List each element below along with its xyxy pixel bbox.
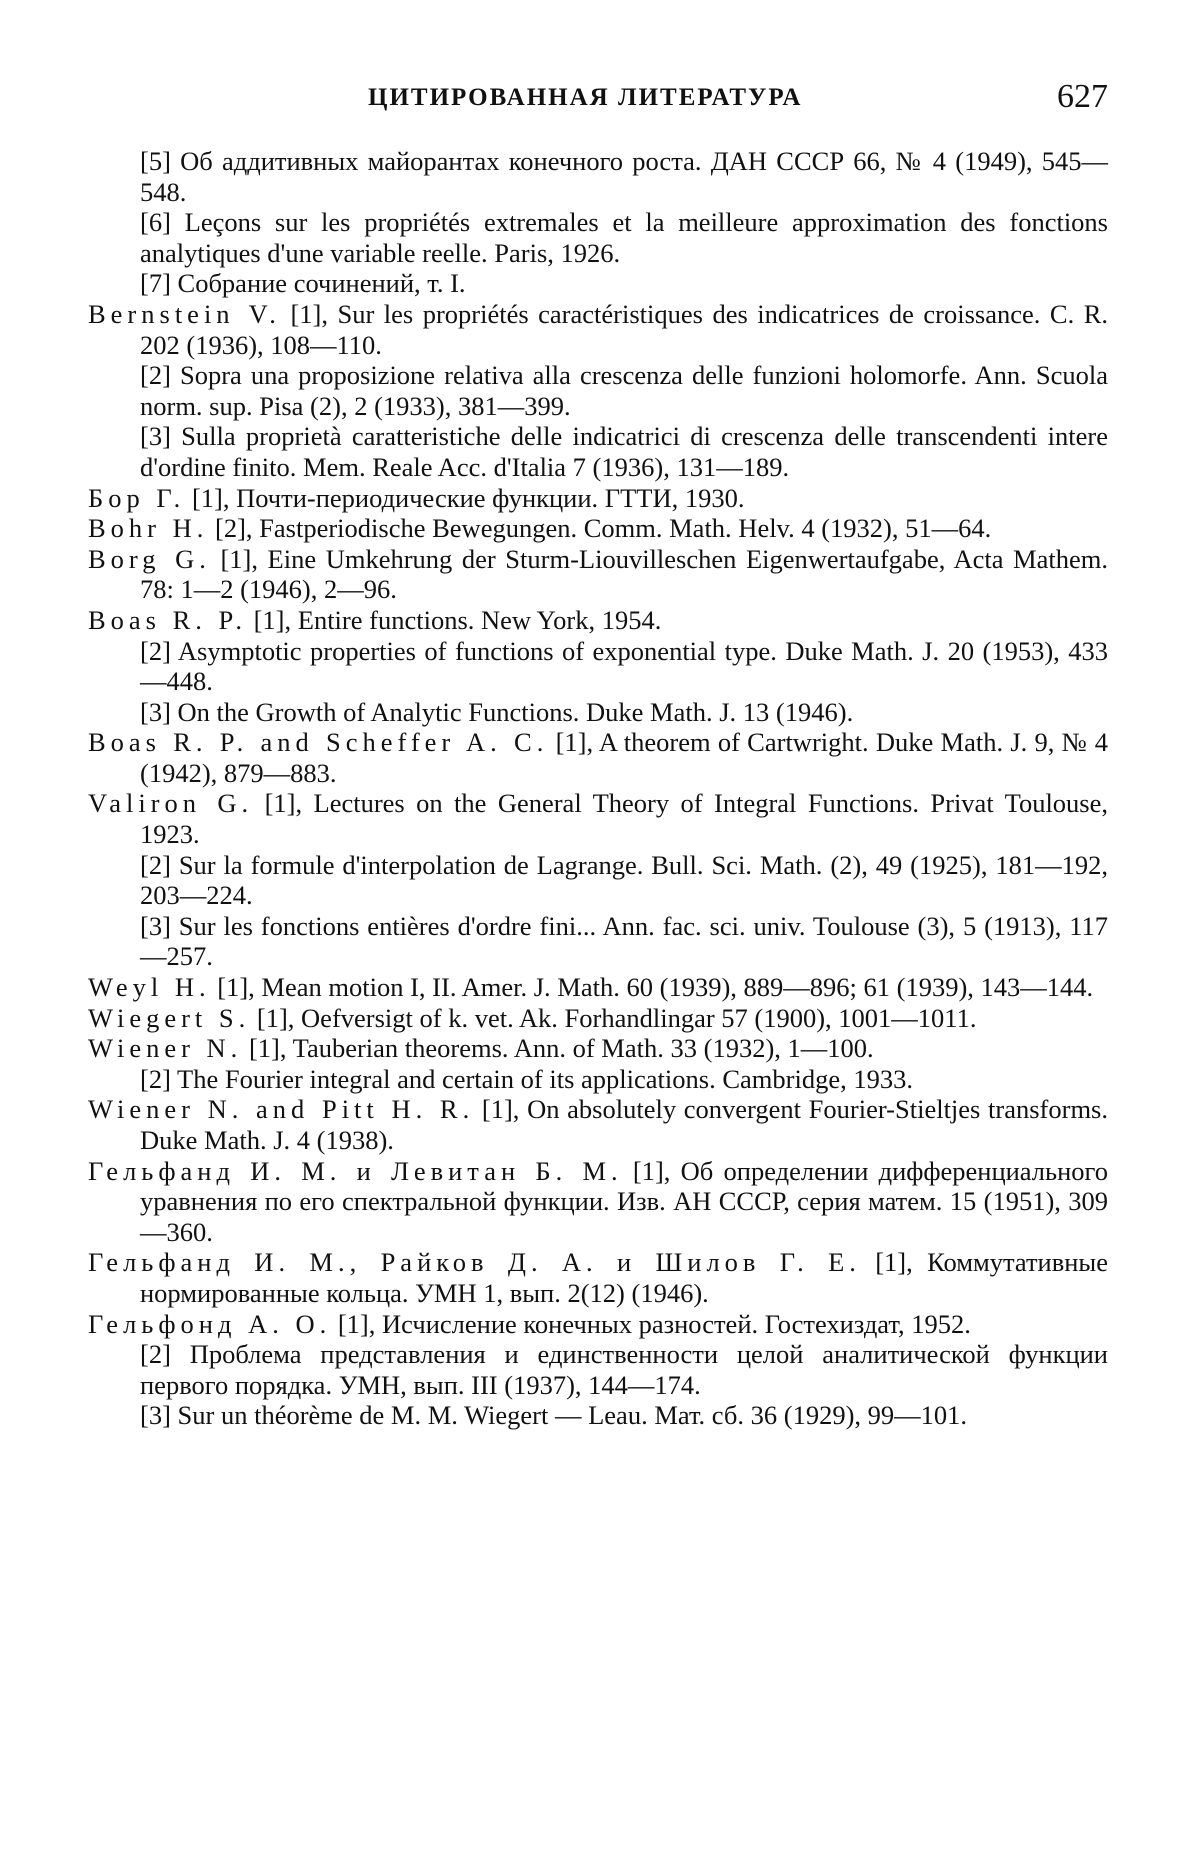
reference-entry: [88, 360, 1108, 421]
reference-text: [1], A theorem of Cartwright. Duke Math. J. 9, № 4 (1942), 879—883.: [140, 727, 1109, 788]
reference-entry: [88, 513, 1108, 544]
reference-entry: [88, 1094, 1108, 1155]
page-header: [88, 78, 1108, 128]
reference-text: [3] Sulla proprietà caratteristiche delle indicatrici di crescenza delle transcendenti intere d'ordine finito. Mem. Reale Acc. d'Italia 7 (1936), 131—189.: [140, 421, 1108, 482]
reference-text: [2] Sopra una proposizione relativa alla crescenza delle funzioni holomorfe. Ann. Scuola norm. sup. Pisa (2), 2 (1933), 381—399.: [140, 360, 1108, 421]
reference-text: [2], Fastperiodische Bewegungen. Comm. Math. Helv. 4 (1932), 51—64.: [215, 513, 992, 544]
reference-text: [1], Entire functions. New York, 1954.: [253, 604, 662, 635]
reference-entry: [88, 1003, 1108, 1034]
reference-text: [1], On absolutely convergent Fourier-Stieltjes transforms. Duke Math. J. 4 (1938).: [140, 1094, 1109, 1155]
reference-entry: [88, 1156, 1108, 1248]
reference-author: Гельфанд И. М. и Левитан Б. М.: [88, 1155, 623, 1186]
reference-entry: [88, 299, 1108, 360]
reference-entry: [88, 636, 1108, 697]
reference-text: [5] Об аддитивных майорантах конечного роста. ДАН СССР 66, № 4 (1949), 545—548.: [140, 146, 1108, 207]
reference-text: [1], Lectures on the General Theory of Integral Functions. Privat Toulouse, 1923.: [140, 788, 1109, 850]
reference-entry: [88, 697, 1108, 728]
reference-text: [3] Sur un théorème de M. M. Wiegert — Leau. Мат. сб. 36 (1929), 99—101.: [140, 1400, 968, 1431]
reference-entry: [88, 483, 1108, 514]
reference-text: [1], Коммутативные нормированные кольца. УМН 1, вып. 2(12) (1946).: [140, 1247, 1108, 1308]
reference-text: [1], Sur les propriétés caractéristiques des indicatrices de croissance. C. R. 202 (1936), 108—110.: [140, 298, 1109, 360]
reference-author: Гельфанд И. М., Райков Д. А. и Шилов Г. Е.: [88, 1247, 861, 1278]
reference-text: [1], Eine Umkehrung der Sturm-Liouvilleschen Eigenwertaufgabe, Acta Mathem. 78: 1—2 (1946), 2—96.: [140, 543, 1108, 605]
reference-entry: [88, 207, 1108, 268]
reference-author: Valiron G.: [88, 788, 254, 819]
reference-list: [88, 146, 1108, 1431]
reference-entry: [88, 268, 1108, 299]
reference-text: [1], Почти-периодические функции. ГТТИ, 1930.: [191, 482, 745, 513]
reference-author: Boas R. P. and Scheffer A. C.: [88, 727, 549, 758]
reference-author: Wiener N. and Pitt H. R.: [88, 1094, 475, 1125]
reference-entry: [88, 972, 1108, 1003]
reference-text: [2] The Fourier integral and certain of its applications. Cambridge, 1933.: [140, 1063, 913, 1094]
reference-entry: [88, 1064, 1108, 1095]
reference-author: Wiener N.: [88, 1033, 243, 1064]
reference-entry: [88, 544, 1108, 605]
reference-author: Weyl H.: [88, 972, 211, 1003]
reference-text: [1], Исчисление конечных разностей. Гостехиздат, 1952.: [337, 1308, 971, 1339]
running-head: ЦИТИРОВАННАЯ ЛИТЕРАТУРА: [368, 84, 803, 111]
reference-entry: [88, 1309, 1108, 1340]
reference-text: [2] Asymptotic properties of functions of exponential type. Duke Math. J. 20 (1953), 433—448.: [140, 635, 1108, 697]
reference-entry: [88, 788, 1108, 849]
reference-author: Bohr H.: [88, 513, 209, 544]
reference-text: [2] Проблема представления и единственности целой аналитической функции первого порядка. УМН, вып. III (1937), 144—174.: [140, 1339, 1108, 1400]
page-number: 627: [1057, 78, 1108, 115]
reference-entry: [88, 1400, 1108, 1431]
reference-text: [2] Sur la formule d'interpolation de Lagrange. Bull. Sci. Math. (2), 49 (1925), 181—192, 203—224.: [140, 849, 1108, 911]
reference-text: [1], Об определении дифференциального уравнения по его спектральной функции. Изв. АН СССР, серия матем. 15 (1951), 309—360.: [140, 1155, 1108, 1247]
reference-text: [1], Oefversigt of k. vet. Ak. Forhandlingar 57 (1900), 1001—1011.: [256, 1002, 977, 1033]
reference-entry: [88, 1247, 1108, 1308]
reference-entry: [88, 1339, 1108, 1400]
reference-author: Boas R. P.: [88, 604, 247, 635]
reference-author: Bernstein V.: [88, 298, 281, 329]
reference-text: [6] Leçons sur les propriétés extremales et la meilleure approximation des fonctions analytiques d'une variable reelle. Paris, 1926.: [140, 207, 1108, 268]
reference-author: Wiegert S.: [88, 1002, 251, 1033]
reference-entry: [88, 146, 1108, 207]
reference-text: [3] Sur les fonctions entières d'ordre fini... Ann. fac. sci. univ. Toulouse (3), 5 (1913), 117—257.: [140, 910, 1108, 972]
reference-author: Гельфонд А. О.: [88, 1308, 332, 1339]
reference-entry: [88, 727, 1108, 788]
reference-text: [1], Mean motion I, II. Amer. J. Math. 60 (1939), 889—896; 61 (1939), 143—144.: [217, 972, 1094, 1003]
reference-entry: [88, 1033, 1108, 1064]
reference-entry: [88, 850, 1108, 911]
reference-entry: [88, 605, 1108, 636]
reference-entry: [88, 911, 1108, 972]
reference-text: [3] On the Growth of Analytic Functions. Duke Math. J. 13 (1946).: [140, 696, 854, 727]
reference-entry: [88, 421, 1108, 482]
reference-author: Borg G.: [88, 543, 211, 574]
reference-author: Бор Г.: [88, 482, 186, 513]
reference-text: [1], Tauberian theorems. Ann. of Math. 33 (1932), 1—100.: [248, 1033, 874, 1064]
reference-text: [7] Собрание сочинений, т. I.: [140, 268, 466, 299]
